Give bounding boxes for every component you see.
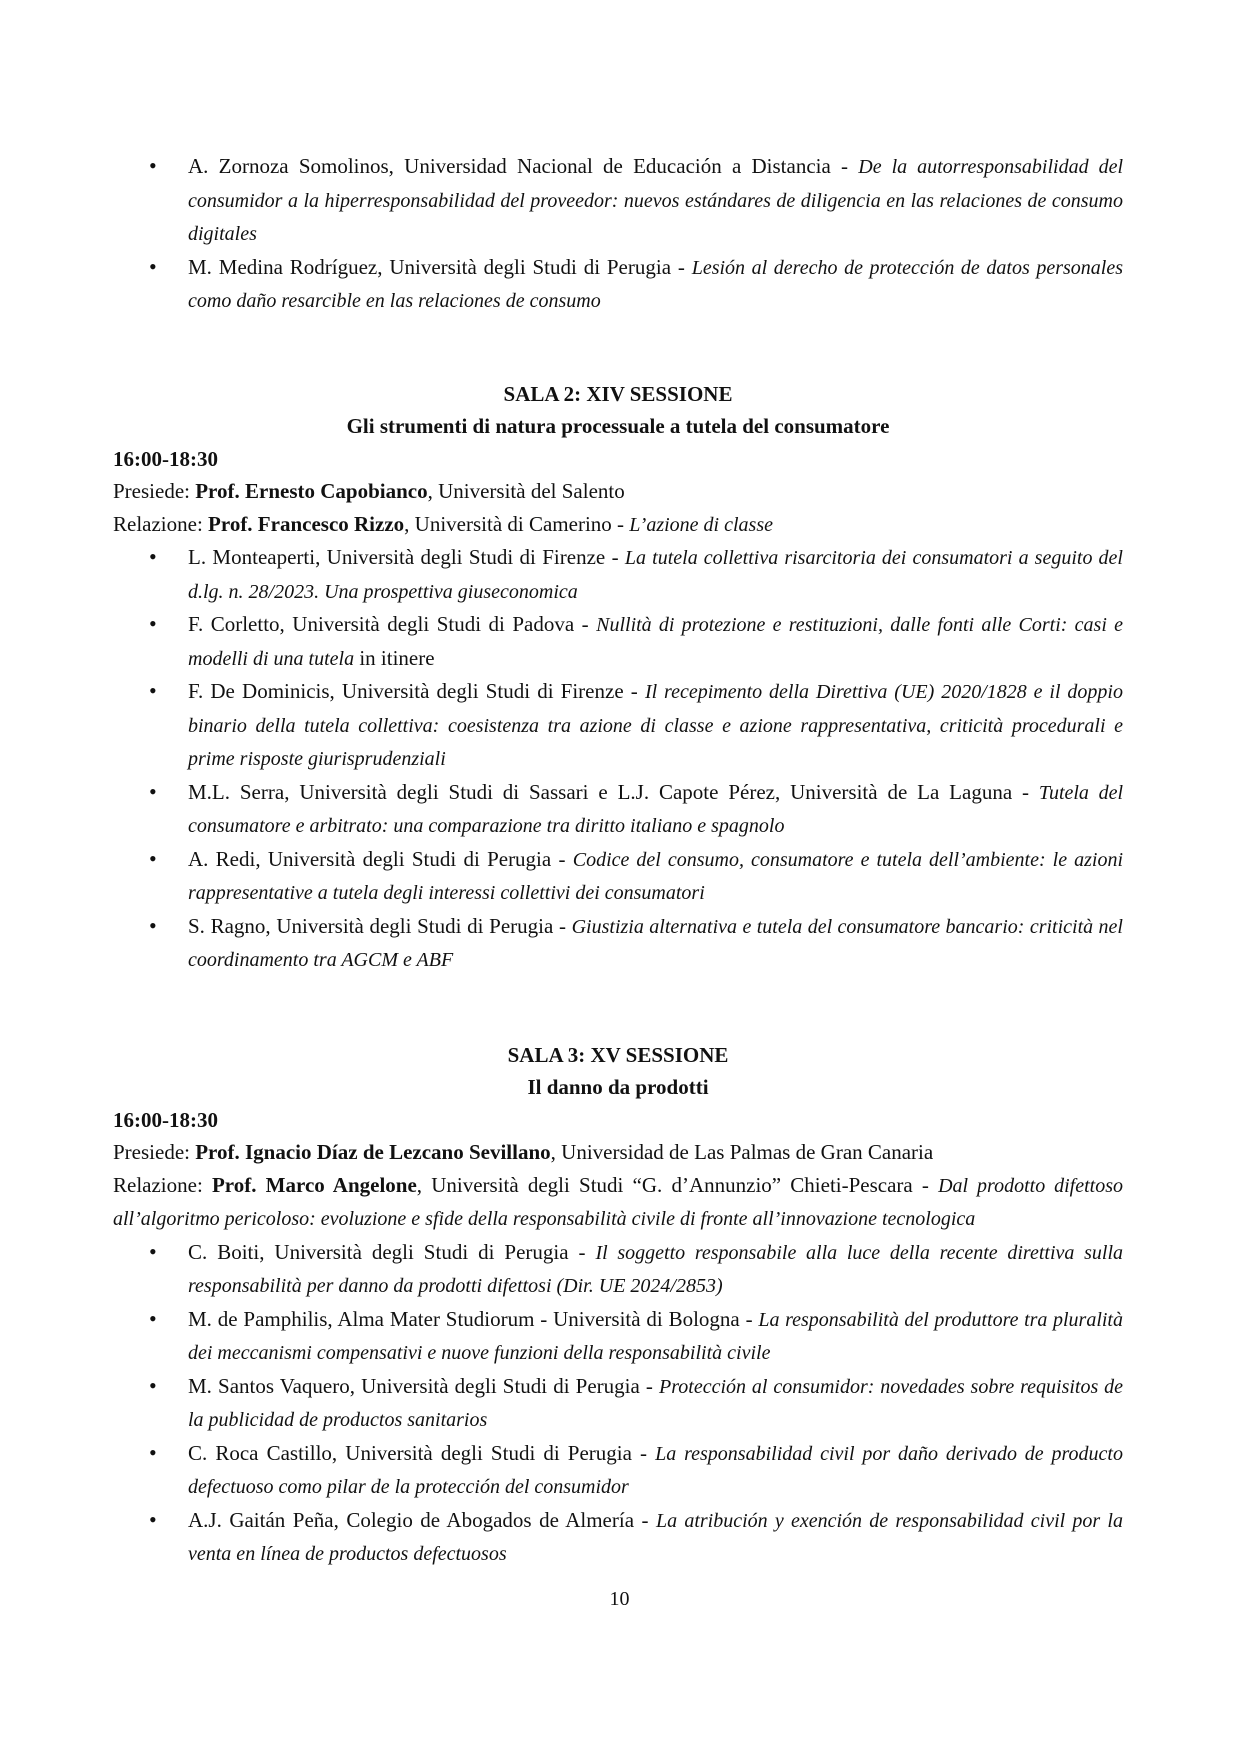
list-item: • A. Redi, Università degli Studi di Perugia - Codice del consumo, consumatore e tutela dell’ambiente: le azioni rappresentative a tutela degli interessi collettivi dei consumatori	[188, 843, 1123, 910]
top-talk-list	[113, 150, 1123, 318]
list-item: • C. Boiti, Università degli Studi di Perugia - Il soggetto responsabile alla luce della recente direttiva sulla responsabilità per danno da prodotti difettosi (Dir. UE 2024/2853)	[188, 1236, 1123, 1303]
session-heading	[113, 1039, 1123, 1104]
list-item: • F. Corletto, Università degli Studi di Padova - Nullità di protezione e restituzioni, dalle fonti alle Corti: casi e modelli di una tutela in itinere	[188, 608, 1123, 675]
session-talk-list	[113, 541, 1123, 977]
session-report: Relazione: Prof. Francesco Rizzo, Università di Camerino - L’azione di classe	[113, 511, 773, 536]
session-theme: Il danno da prodotti	[527, 1075, 709, 1099]
session-sala-title: SALA 3: XV SESSIONE	[507, 1042, 729, 1067]
session-time: 16:00-18:30	[113, 1107, 218, 1132]
session-chair: Presiede: Prof. Ernesto Capobianco, Università del Salento	[113, 479, 625, 503]
page-content	[113, 150, 1123, 1571]
list-item: • M. Medina Rodríguez, Università degli Studi di Perugia - Lesión al derecho de protección de datos personales como daño resarcible en las relaciones de consumo	[188, 251, 1123, 318]
session-time: 16:00-18:30	[113, 446, 218, 471]
list-item: • M. Santos Vaquero, Università degli Studi di Perugia - Protección al consumidor: novedades sobre requisitos de la publicidad de productos sanitarios	[188, 1370, 1123, 1437]
session-sala-3	[113, 1039, 1123, 1571]
session-sala-2	[113, 378, 1123, 977]
list-item: • A.J. Gaitán Peña, Colegio de Abogados de Almería - La atribución y exención de responsabilidad civil por la venta en línea de productos defectuosos	[188, 1504, 1123, 1571]
session-theme: Gli strumenti di natura processuale a tutela del consumatore	[346, 414, 890, 438]
page-number: 10	[609, 1588, 630, 1610]
list-item: • M.L. Serra, Università degli Studi di Sassari e L.J. Capote Pérez, Università de La Laguna - Tutela del consumatore e arbitrato: una comparazione tra diritto italiano e spagnolo	[188, 776, 1123, 843]
list-item: • C. Roca Castillo, Università degli Studi di Perugia - La responsabilidad civil por daño derivado de producto defectuoso como pilar de la protección del consumidor	[188, 1437, 1123, 1504]
list-item: • M. de Pamphilis, Alma Mater Studiorum - Università di Bologna - La responsabilità del produttore tra pluralità dei meccanismi compensativi e nuove funzioni della responsabilità civile	[188, 1303, 1123, 1370]
session-chair: Presiede: Prof. Ignacio Díaz de Lezcano Sevillano, Universidad de Las Palmas de Gran Canaria	[113, 1140, 934, 1164]
session-heading	[113, 378, 1123, 443]
session-talk-list	[113, 1236, 1123, 1571]
session-report: Relazione: Prof. Marco Angelone, Università degli Studi “G. d’Annunzio” Chieti-Pescara - Dal prodotto difettoso all’algoritmo pericoloso: evoluzione e sfide della responsabilità civile di fronte all’innovazione tecnologica	[113, 1172, 1124, 1230]
list-item: • F. De Dominicis, Università degli Studi di Firenze - Il recepimento della Direttiva (UE) 2020/1828 e il doppio binario della tutela collettiva: coesistenza tra azione di classe e azione rappresentativa, criticità procedurali e prime risposte giurisprudenziali	[188, 675, 1123, 776]
session-sala-title: SALA 2: XIV SESSIONE	[503, 381, 733, 406]
list-item: • S. Ragno, Università degli Studi di Perugia - Giustizia alternativa e tutela del consumatore bancario: criticità nel coordinamento tra AGCM e ABF	[188, 910, 1123, 977]
list-item: • L. Monteaperti, Università degli Studi di Firenze - La tutela collettiva risarcitoria dei consumatori a seguito del d.lg. n. 28/2023. Una prospettiva giuseconomica	[188, 541, 1123, 608]
list-item: • A. Zornoza Somolinos, Universidad Nacional de Educación a Distancia - De la autorresponsabilidad del consumidor a la hiperresponsabilidad del proveedor: nuevos estándares de diligencia en las relaciones de consumo digitales	[188, 150, 1123, 251]
